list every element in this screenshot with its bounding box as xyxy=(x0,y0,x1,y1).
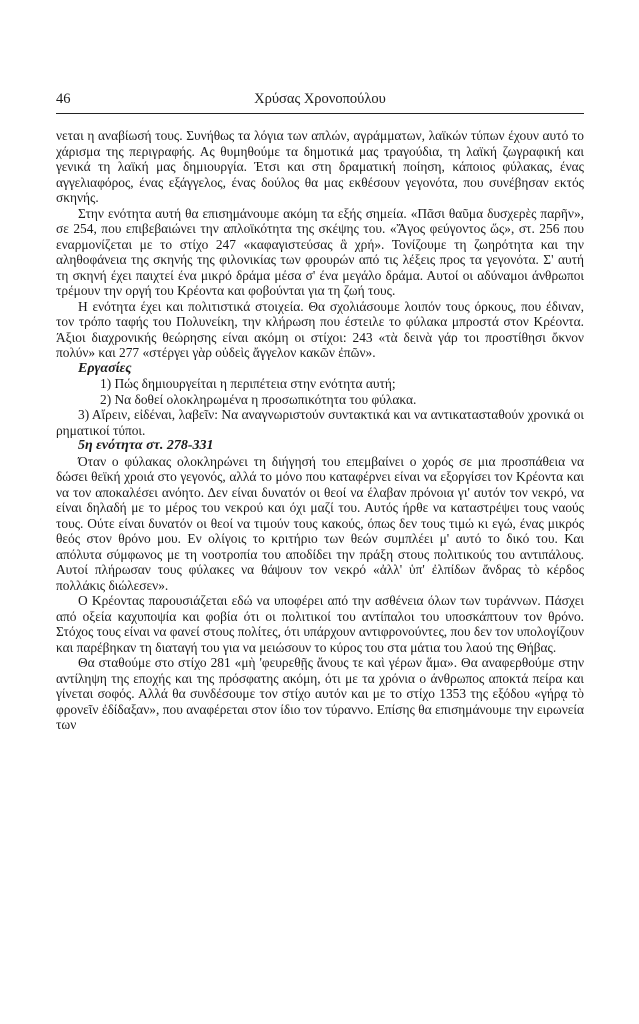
section-heading-unit5: 5η ενότητα στ. 278-331 xyxy=(78,438,214,453)
paragraph: νεται η αναβίωσή τους. Συνήθως τα λόγια των απλών, αγράμματων, λαϊκών τύπων έχουν αυτό το χάρισμα της περιγραφής. Ας θυμηθούμε τα δημοτικά μας τραγούδια, τη λαϊκή ζωγραφική και γενικά τη λαϊκή μας δημιουργία. Έτσι και στη δραματική ποίηση, κάποιος φύλακας, ένας αγγελιαφόρος, ένας εξάγγελος, ένας δούλος θα μας εκθέσουν γεγονότα, που συνέβησαν εκτός σκηνής. xyxy=(56,128,584,205)
paragraph: Όταν ο φύλακας ολοκληρώνει τη διήγησή του επεμβαίνει ο χορός σε μια προσπάθεια να δώσει θεϊκή χροιά στο γεγονός, αλλά το μόνο που καταφέρνει είναι να εξοργίσει τον Κρέοντα και να τον αποκαλέσει ανόητο. Δεν είναι δυνατόν οι θεοί να έλαβαν πρόνοια γι' αυτόν τον νεκρό, να είναι δηλαδή με το μέρος του νεκρού και όχι μαζί του. Αυτός ήρθε να καταστρέψει τους ναούς τους. Ούτε είναι δυνατόν οι θεοί να τιμούν τους κακούς, όπως δεν τους τιμώ κι εγώ, ένας μικρός θεός στον θρόνο μου. Εν ολίγοις το κριτήριο των θεών συμπλέει μ' αυτό το δικό του. Και απόλυτα σύμφωνος με τη νοοτροπία του αποδίδει την πράξη στους πολιτικούς του αντιπάλους. Αυτοί πλήρωσαν τους φύλακες να θάψουν τον νεκρό «ἀλλ' ὑπ' ἐλπίδων ἄνδρας τὸ κέρδος πολλάκις διώλεσεν». xyxy=(56,453,584,593)
paragraph: Θα σταθούμε στο στίχο 281 «μὴ 'φευρεθῇς ἄνους τε καὶ γέρων ἅμα». Θα αναφερθούμε στην αντίληψη της εποχής και της πρόσφατης ακόμη, ότι με τα χρόνια ο άνθρωπος αποκτά πείρα και γίνεται σοφός. Αλλά θα συνδέσουμε τον στίχο αυτόν και με το στίχο 1353 της εξόδου «γήρᾳ τὸ φρονεῖν ἐδίδαξαν», που αναφέρεται στον ίδιο τον τύραννο. Επίσης θα επισημάνουμε την ειρωνεία των xyxy=(56,655,584,732)
section-heading-tasks: Εργασίες xyxy=(78,360,132,376)
body-text xyxy=(56,128,584,733)
page-number: 46 xyxy=(56,91,71,107)
task-item: 1) Πώς δημιουργείται η περιπέτεια στην ενότητα αυτή; xyxy=(100,376,396,391)
running-title: Χρύσας Χρονοπούλου xyxy=(254,91,386,107)
paragraph: Στην ενότητα αυτή θα επισημάνουμε ακόμη τα εξής σημεία. «Πᾶσι θαῦμα δυσχερὲς παρῆν», σε 254, που επιβεβαιώνει την απλοϊκότητα της σκέψης του. «Ἄγος φεύγοντος ὥς», στ. 256 που εναρμονίζεται με το στίχο 247 «καφαγιστεύσας ἃ χρή». Τονίζουμε τη ζωηρότητα και την αληθοφάνεια της σκηνής της φιλονικίας των φρουρών από τις λέξεις προς τα γεγονότα. Σ' αυτή τη σκηνή έχει παιχτεί ένα μικρό δράμα μέσα σ' ένα μεγάλο δράμα. Αυτοί οι αδύναμοι άνθρωποι τρέμουν την οργή του Κρέοντα και φοβούνται για τη ζωή τους. xyxy=(56,205,584,298)
paragraph: Ο Κρέοντας παρουσιάζεται εδώ να υποφέρει από την ασθένεια όλων των τυράννων. Πάσχει από οξεία καχυποψία και φοβία ότι οι πολιτικοί του αντίπαλοι του υποσκάπτουν τον θρόνο. Στόχος τους είναι να φανεί στους πολίτες, ότι υπάρχουν αντιφρονούντες, που δεν τον υπολογίζουν και παρέβηκαν τη διαταγή του για να μειώσουν το κύρος του στα μάτια του λαού της Θήβας. xyxy=(56,593,584,655)
task-item: 2) Να δοθεί ολοκληρωμένα η προσωπικότητα του φύλακα. xyxy=(100,391,417,407)
task-item: 3) Αἴρειν, εἰδέναι, λαβεῖν: Να αναγνωριστούν συντακτικά και να αντικατασταθούν χρονικά οι ρηματικοί τύποι. xyxy=(56,407,584,438)
page-header xyxy=(56,91,584,114)
paragraph: Η ενότητα έχει και πολιτιστικά στοιχεία. Θα σχολιάσουμε λοιπόν τους όρκους, που έδιναν, τον τρόπο ταφής του Πολυνείκη, την κλήρωση που έστειλε το φύλακα μπροστά στον Κρέοντα. Άξιοι διαχρονικής θεώρησης είναι ακόμη οι στίχοι: 243 «τὰ δεινὰ γάρ τοι προστίθησι ὄκνον πολύν» και 277 «στέργει γὰρ οὐδεὶς ἄγγελον κακῶν ἐπῶν». xyxy=(56,298,584,360)
